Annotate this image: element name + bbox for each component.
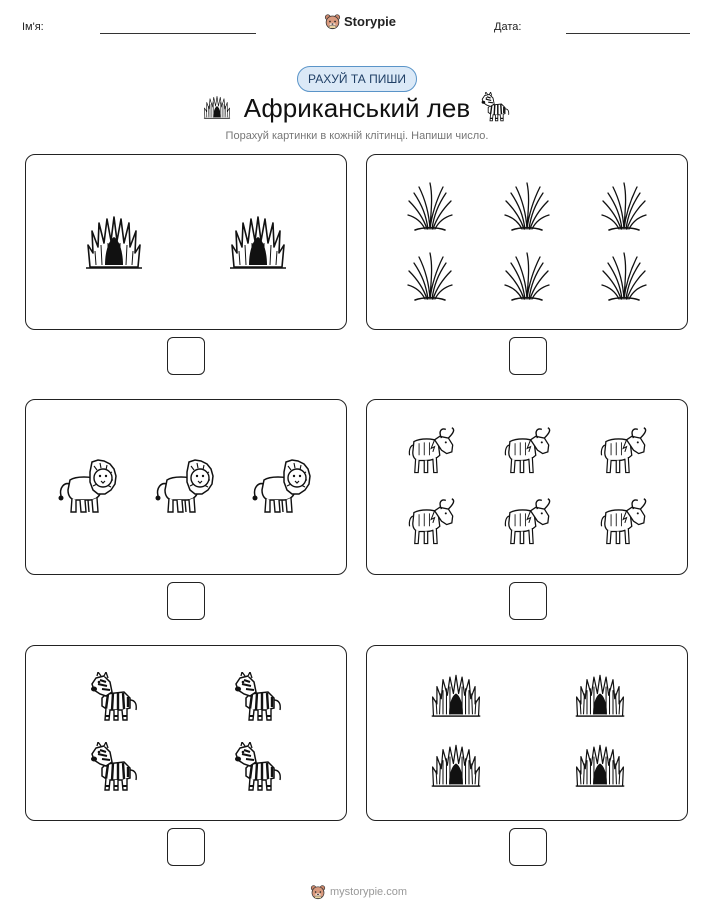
lion-icon	[56, 458, 122, 516]
bush-icon	[574, 744, 626, 790]
count-card-2	[366, 154, 688, 330]
wildebeest-icon	[597, 497, 651, 547]
instructions: Порахуй картинки в кожній клітинці. Напиши число.	[225, 130, 489, 142]
answer-box-2[interactable]	[509, 337, 547, 375]
grass-icon	[599, 251, 649, 303]
page-title: Африканський лев	[243, 93, 471, 123]
grass-icon	[502, 181, 552, 233]
answer-box-6[interactable]	[509, 828, 547, 866]
wildebeest-icon	[597, 426, 651, 476]
wildebeest-icon	[501, 426, 555, 476]
bush-icon	[430, 744, 482, 790]
footer	[310, 884, 407, 900]
grass-icon	[405, 251, 455, 303]
brand-logo	[324, 13, 396, 30]
brand-name: Storypie	[344, 14, 397, 29]
lion-icon	[250, 458, 316, 516]
activity-badge: РАХУЙ ТА ПИШИ	[297, 66, 417, 92]
date-line[interactable]	[566, 33, 690, 34]
date-label: Дата:	[494, 21, 522, 33]
count-card-5	[25, 645, 347, 821]
grass-icon	[502, 251, 552, 303]
zebra-icon	[234, 742, 284, 792]
answer-box-1[interactable]	[167, 337, 205, 375]
count-card-6	[366, 645, 688, 821]
bush-icon	[430, 674, 482, 720]
bear-mascot-icon	[324, 13, 341, 30]
footer-url[interactable]: mystorypie.com	[330, 886, 408, 898]
name-line[interactable]	[100, 33, 256, 34]
answer-box-4[interactable]	[509, 582, 547, 620]
bush-icon	[228, 215, 288, 271]
zebra-icon	[481, 92, 511, 122]
zebra-icon	[90, 672, 140, 722]
lion-icon	[153, 458, 219, 516]
grass-icon	[599, 181, 649, 233]
zebra-icon	[90, 742, 140, 792]
wildebeest-icon	[501, 497, 555, 547]
wildebeest-icon	[405, 426, 459, 476]
bear-mascot-icon	[310, 884, 326, 900]
bush-icon	[574, 674, 626, 720]
wildebeest-icon	[405, 497, 459, 547]
grass-icon	[405, 181, 455, 233]
bush-icon	[84, 215, 144, 271]
zebra-icon	[234, 672, 284, 722]
answer-box-3[interactable]	[167, 582, 205, 620]
name-label: Ім'я:	[22, 21, 44, 33]
answer-box-5[interactable]	[167, 828, 205, 866]
count-card-3	[25, 399, 347, 575]
count-card-4	[366, 399, 688, 575]
count-card-1	[25, 154, 347, 330]
